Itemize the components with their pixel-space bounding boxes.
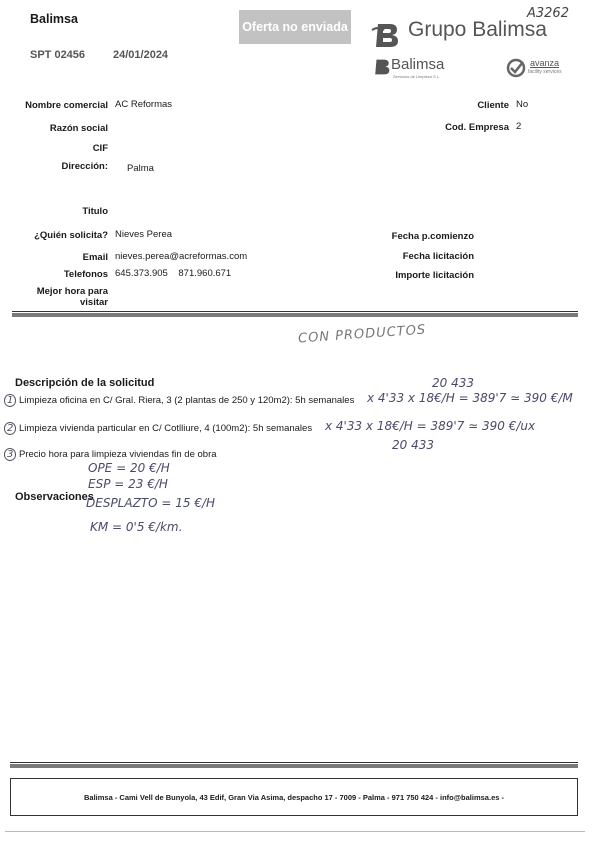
description-item-2 [4,423,312,434]
label-cod-empresa: Cod. Empresa [445,122,509,133]
balimsa-sub-logo [371,56,471,80]
value-direccion: Palma [127,163,154,174]
separator-thick [12,313,578,317]
footer-box [10,778,578,816]
label-nombre-comercial: Nombre comercial [25,100,108,111]
value-cliente: No [516,99,529,110]
label-mejor-hora: Mejor hora para visitar [36,286,108,308]
item-1-annotation: x 4'33 x 18€/H = 389'7 ≃ 390 €/M [367,391,573,405]
label-fecha-comienzo: Fecha p.comienzo [391,231,474,242]
logo-sub-tagline: Servicios de Limpieza S.L. [393,74,441,79]
item-2-annotation-below: 20 433 [392,438,434,452]
label-email: Email [82,252,108,263]
description-heading: Descripción de la solicitud [15,377,155,389]
item-2-number: 2 [4,422,16,435]
bottom-edge-line [5,831,585,832]
status-badge-label: Oferta no enviada [242,20,348,34]
avanza-tagline: facility services [528,69,562,75]
label-fecha-licitacion: Fecha licitación [402,251,474,262]
value-cod-empresa: 2 [516,121,522,132]
handwritten-note: CON PRODUCTOS [297,322,427,347]
separator-thin [12,311,578,312]
item-1-annotation-above: 20 433 [432,376,474,390]
label-quien-solicita: ¿Quién solicita? [34,230,108,241]
observaciones-heading: Observaciones [15,491,94,503]
footer-address: Balimsa - Cami Vell de Bunyola, 43 Edif, Gran Via Asima, despacho 17 - 7009 - Palma - 971 750 424 - info@balimsa.es - [84,792,504,802]
reference-number: SPT 02456 [30,49,86,61]
status-badge [239,10,351,44]
item-1-number: 1 [4,394,16,407]
handwritten-code: A3262 [527,6,569,21]
obs-note-4: KM = 0'5 €/km. [90,520,183,534]
logo-main-text: Grupo Balimsa [408,18,547,41]
label-cif: CIF [92,143,108,154]
description-item-1 [4,395,354,406]
item-2-annotation: x 4'33 x 18€/H = 389'7 ≃ 390 €/ux [325,419,536,433]
balimsa-small-b-icon [371,57,391,75]
logo-sub-text: Balimsa [391,56,445,73]
label-razon-social: Razón social [49,123,108,134]
document-date: 24/01/2024 [113,49,169,61]
value-telefonos: 645.373.905 871.960.671 [115,268,232,279]
avanza-logo [506,58,576,82]
obs-note-3: DESPLAZTO = 15 €/H [86,496,216,510]
label-telefonos: Telefonos [63,269,108,280]
value-quien-solicita: Nieves Perea [115,229,173,240]
item-3-text: Precio hora para limpieza viviendas fin de obra [19,449,217,460]
value-email: nieves.perea@acreformas.com [115,251,248,262]
balimsa-b-icon [370,20,400,48]
obs-note-2: ESP = 23 €/H [88,477,168,491]
avanza-text: avanza [530,58,560,68]
obs-note-1: OPE = 20 €/H [88,461,170,475]
avanza-check-icon [506,58,526,78]
item-1-text: Limpieza oficina en C/ Gral. Riera, 3 (2 plantas de 250 y 120m2): 5h semanales [19,395,355,406]
item-2-text: Limpieza vivienda particular en C/ Cotlliure, 4 (100m2): 5h semanales [19,423,313,434]
footer-separator-thick [10,764,578,768]
item-3-number: 3 [4,448,16,461]
description-item-3 [4,449,217,460]
label-importe-licitacion: Importe licitación [395,270,474,281]
footer-separator-thin [10,762,578,763]
label-direccion: Dirección: [61,161,108,172]
company-name: Balimsa [30,12,78,26]
label-titulo: Titulo [82,206,108,217]
grupo-balimsa-logo [368,18,578,52]
label-cliente: Cliente [477,100,509,111]
value-nombre-comercial: AC Reformas [115,99,173,110]
